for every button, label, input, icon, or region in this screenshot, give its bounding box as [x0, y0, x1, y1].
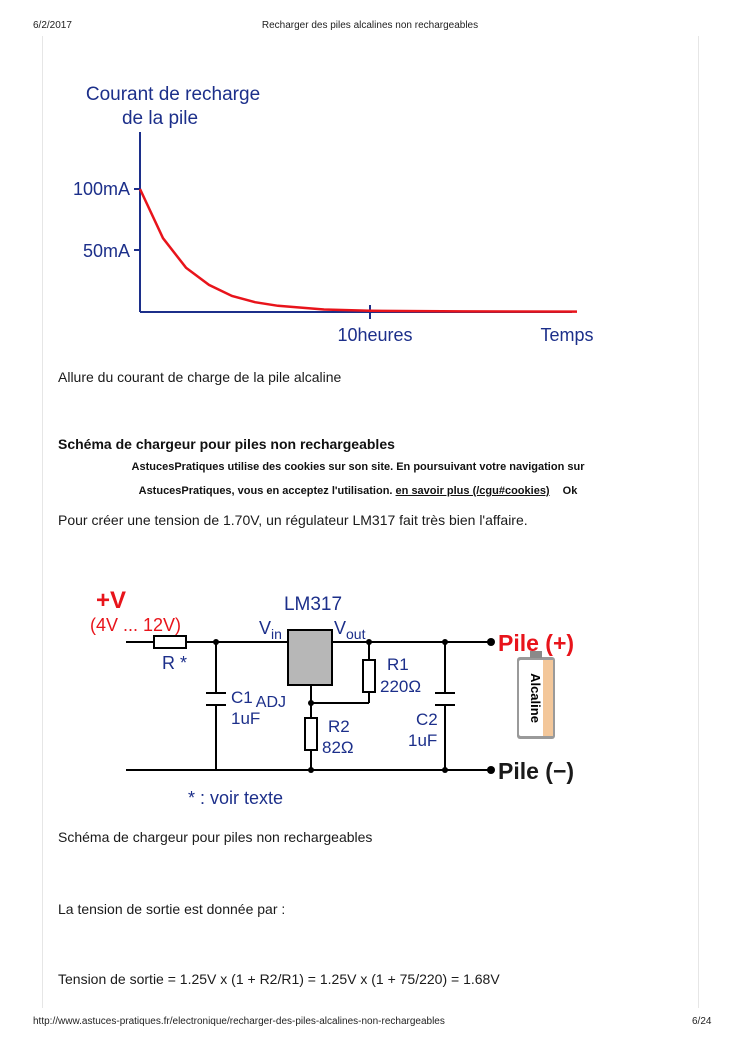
regulator-lm317 — [288, 630, 332, 685]
capacitor-c2 — [435, 693, 455, 705]
resistor-r — [154, 636, 186, 648]
c1-label: C1 — [231, 688, 253, 707]
schematic-caption: Schéma de chargeur pour piles non rechargeables — [58, 829, 373, 845]
r1-value: 220Ω — [380, 677, 422, 696]
output-terminal-plus — [487, 638, 495, 646]
print-date: 6/2/2017 — [33, 20, 72, 31]
r2-value: 82Ω — [322, 738, 354, 757]
page-number: 6/24 — [692, 1016, 712, 1027]
page-border-right — [698, 36, 699, 1008]
cookie-text-line1: AstucesPratiques utilise des cookies sur son site. En poursuivant votre navigation sur — [131, 461, 585, 473]
chart-caption: Allure du courant de charge de la pile alcaline — [58, 369, 342, 385]
adj-label: ADJ — [255, 694, 286, 711]
cookie-more-link[interactable]: en savoir plus (/cgu#cookies) — [395, 485, 550, 497]
chart-title-line1: Courant de recharge — [85, 84, 261, 105]
formula-text: Tension de sortie = 1.25V x (1 + R2/R1) = 1.25V x (1 + 75/220) = 1.68V — [58, 971, 500, 987]
battery-label: Alcaline — [528, 673, 543, 723]
chart-title-line2: de la pile — [121, 108, 199, 129]
vout-label: $V_{out}$ — [334, 618, 366, 642]
resistor-r1 — [363, 660, 375, 692]
supply-label: +V — [96, 587, 127, 614]
c1-value: 1uF — [231, 709, 261, 728]
cookie-banner — [58, 452, 658, 512]
output-terminal-minus — [487, 766, 495, 774]
capacitor-c1 — [206, 693, 226, 705]
resistor-r2 — [305, 718, 317, 750]
c2-value: 1uF — [408, 731, 438, 750]
x-tick-label-10h: 10heures — [337, 325, 413, 345]
cookie-ok-button[interactable]: Ok — [562, 485, 578, 497]
supply-range: (4V ... 12V) — [90, 615, 182, 635]
formula-intro: La tension de sortie est donnée par : — [58, 901, 286, 917]
print-url: http://www.astuces-pratiques.fr/electronique/recharger-des-piles-alcalines-non-rechargeables — [33, 1016, 445, 1027]
section-heading: Schéma de chargeur pour piles non rechargeables — [58, 436, 395, 452]
pile-plus-label: Pile (+) — [498, 630, 575, 656]
print-title: Recharger des piles alcalines non rechargeables — [261, 20, 479, 31]
y-tick-label-50: 50mA — [82, 241, 130, 261]
pile-minus-label: Pile (−) — [498, 758, 575, 784]
regulator-label: LM317 — [283, 594, 343, 615]
resistor-r-label: R * — [162, 653, 188, 673]
r1-label: R1 — [387, 655, 409, 674]
vin-label: $V_{in}$ — [259, 618, 282, 642]
page-border-left — [42, 36, 43, 1008]
r2-label: R2 — [328, 717, 350, 736]
c2-label: C2 — [416, 710, 438, 729]
charge-current-chart — [60, 80, 620, 350]
current-curve — [140, 189, 577, 312]
x-axis-label: Temps — [540, 325, 594, 345]
footnote-label: * : voir texte — [188, 788, 284, 808]
intro-paragraph: Pour créer une tension de 1.70V, un régulateur LM317 fait très bien l'affaire. — [58, 512, 528, 528]
charger-schematic — [80, 580, 620, 815]
y-tick-label-100: 100mA — [72, 179, 130, 199]
cookie-text-line2-start: AstucesPratiques, vous en acceptez l'utilisation. — [138, 485, 393, 497]
cookie-text-line2 — [58, 485, 658, 497]
